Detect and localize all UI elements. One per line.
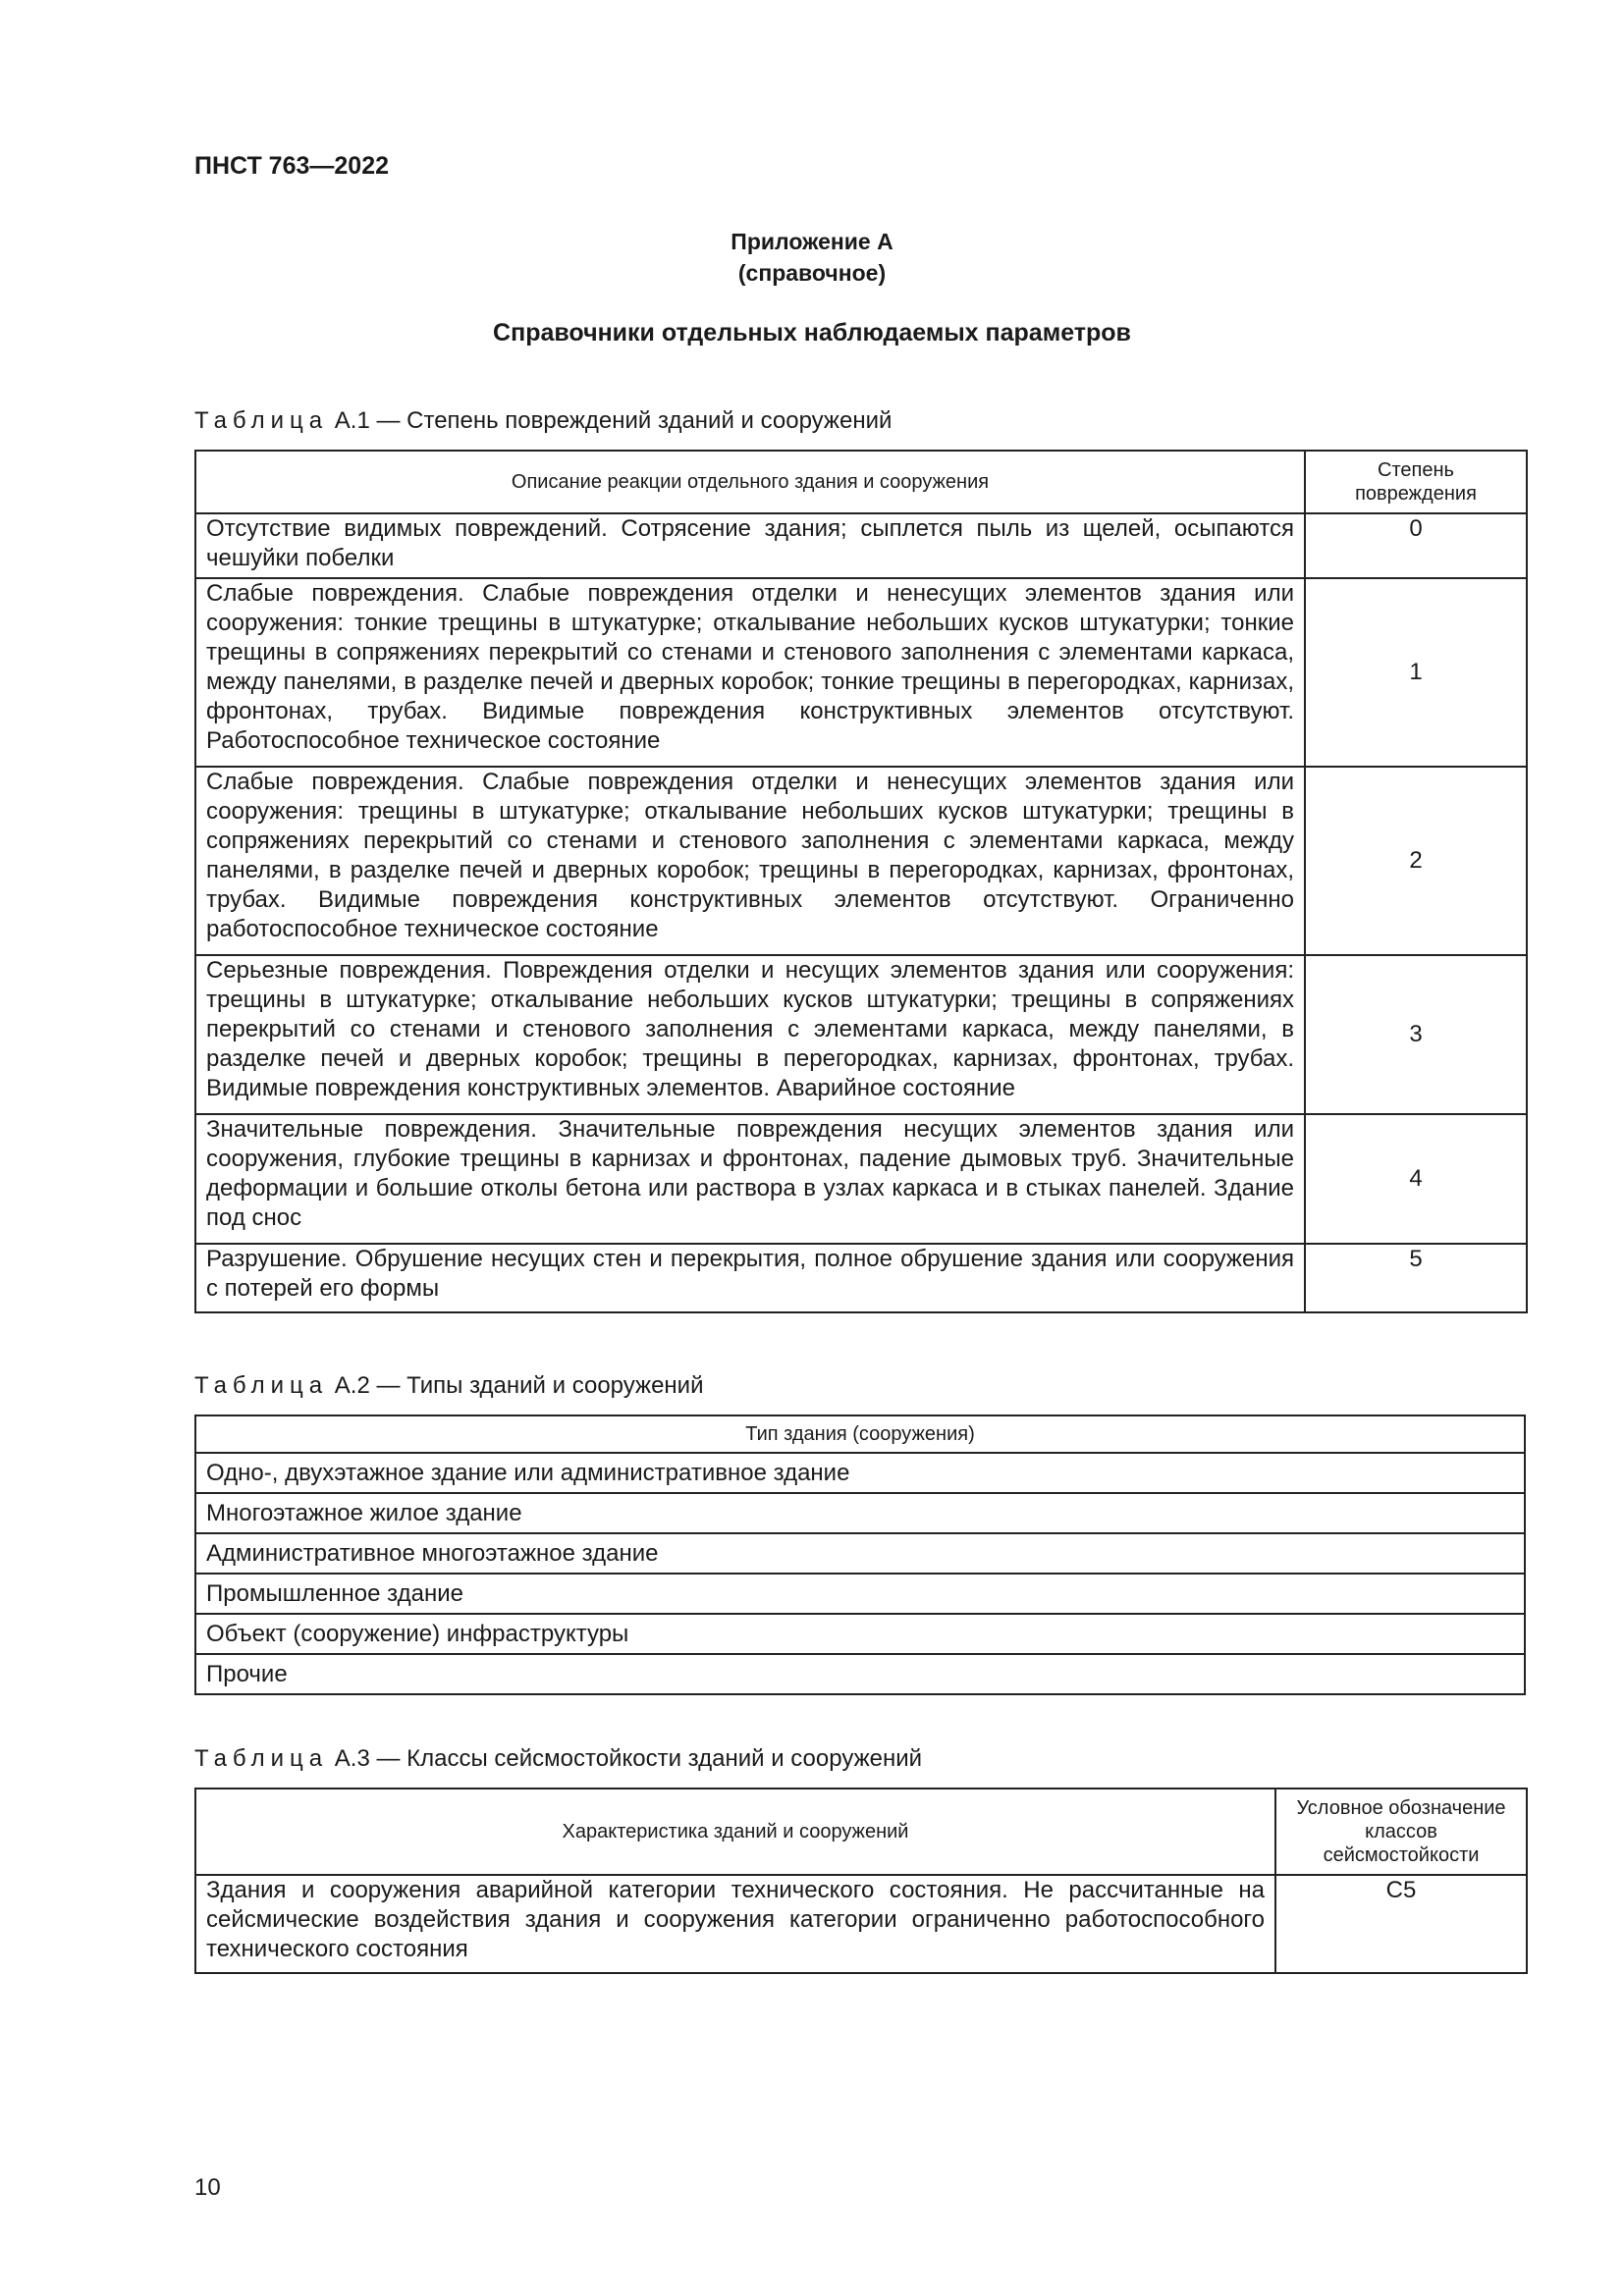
building-type-cell: Многоэтажное жилое здание [195,1493,1525,1533]
appendix-title: Приложение А [731,229,893,254]
column-header-description: Описание реакции отдельного здания и сооружения [195,451,1305,513]
row-degree: 2 [1305,767,1527,955]
table-row [195,578,1527,767]
document-code: ПНСТ 763—2022 [194,152,389,180]
row-description: Отсутствие видимых повреждений. Сотрясение здания; сыплется пыль из щелей, осыпаются чешуйки побелки [195,513,1305,578]
table2-caption [194,1372,703,1400]
table3-caption [194,1745,922,1773]
table-row [195,1574,1525,1614]
row-description: Слабые повреждения. Слабые повреждения отделки и ненесущих элементов здания или сооружения: тонкие трещины в штукатурке; откалывание небольших кусков штукатурки; тонкие трещины в сопряжениях перекрытий со стенами и стенового заполнения с элементами каркаса, между панелями, в разделке печей и дверных коробок; тонкие трещины в перегородках, карнизах, фронтонах, трубах. Видимые повреждения конструктивных элементов отсутствуют. Работоспособное техническое состояние [195,578,1305,767]
column-header-class-designation: Условное обозначение классов сейсмостойкости [1275,1789,1527,1875]
page-number: 10 [194,2174,221,2201]
table-row [195,767,1527,955]
row-degree: 5 [1305,1244,1527,1312]
table-header-row [195,451,1527,513]
building-type-cell: Объект (сооружение) инфраструктуры [195,1614,1525,1654]
table3-caption-prefix: Таблица [194,1745,329,1772]
table-header-row [195,1789,1527,1875]
row-description: Значительные повреждения. Значительные повреждения несущих элементов здания или сооружения, глубокие трещины в карнизах и фронтонах, падение дымовых труб. Значительные деформации и большие отколы бетона или раствора в узлах каркаса и в стыках панелей. Здание под снос [195,1114,1305,1244]
row-degree: 0 [1305,513,1527,578]
table-row [195,955,1527,1114]
table-row [195,1493,1525,1533]
appendix-heading [0,226,1624,289]
table-row [195,1614,1525,1654]
section-title: Справочники отдельных наблюдаемых параметров [493,319,1131,347]
building-type-cell: Одно-, двухэтажное здание или административное здание [195,1453,1525,1493]
damage-degree-table [194,450,1528,1313]
row-description: Разрушение. Обрушение несущих стен и перекрытия, полное обрушение здания или сооружения с потерей его формы [195,1244,1305,1312]
table1-caption-text: А.1 — Степень повреждений зданий и сооружений [328,407,893,434]
table2-caption-prefix: Таблица [194,1372,329,1399]
table-row [195,1654,1525,1694]
building-type-cell: Административное многоэтажное здание [195,1533,1525,1574]
row-degree: 1 [1305,578,1527,767]
seismic-classes-table [194,1788,1528,1974]
row-description: Серьезные повреждения. Повреждения отделки и несущих элементов здания или сооружения: трещины в штукатурке; откалывание небольших кусков штукатурки; трещины в сопряжениях перекрытий со стенами и стенового заполнения с элементами каркаса, между панелями, в разделке печей и дверных коробок; трещины в перегородках, карнизах, фронтонах, трубах. Видимые повреждения конструктивных элементов. Аварийное состояние [195,955,1305,1114]
table-header-row [195,1415,1525,1453]
row-description: Слабые повреждения. Слабые повреждения отделки и ненесущих элементов здания или сооружения: трещины в штукатурке; откалывание небольших кусков штукатурки; трещины в сопряжениях перекрытий со стенами и стенового заполнения с элементами каркаса, между панелями, в разделке печей и дверных коробок; трещины в перегородках, карнизах, фронтонах, трубах. Видимые повреждения конструктивных элементов отсутствуют. Ограниченно работоспособное техническое состояние [195,767,1305,955]
row-description: Здания и сооружения аварийной категории технического состояния. Не рассчитанные на сейсмические воздействия здания и сооружения категории ограниченно работоспособного технического состояния [195,1875,1275,1973]
building-type-cell: Промышленное здание [195,1574,1525,1614]
building-types-table [194,1415,1526,1695]
table-row [195,1533,1525,1574]
row-degree: 4 [1305,1114,1527,1244]
table-row [195,1875,1527,1973]
table1-caption-prefix: Таблица [194,407,329,434]
appendix-subtitle: (справочное) [737,260,887,286]
table3-caption-text: А.3 — Классы сейсмостойкости зданий и сооружений [328,1745,923,1772]
table2-caption-text: А.2 — Типы зданий и сооружений [328,1372,704,1399]
column-header-building-type: Тип здания (сооружения) [195,1415,1525,1453]
table-row [195,513,1527,578]
table-row [195,1244,1527,1312]
table-row [195,1453,1525,1493]
table1-caption [194,407,892,435]
building-type-cell: Прочие [195,1654,1525,1694]
column-header-characteristic: Характеристика зданий и сооружений [195,1789,1275,1875]
row-degree: 3 [1305,955,1527,1114]
row-class: С5 [1275,1875,1527,1973]
column-header-degree: Степень повреждения [1305,451,1527,513]
table-row [195,1114,1527,1244]
